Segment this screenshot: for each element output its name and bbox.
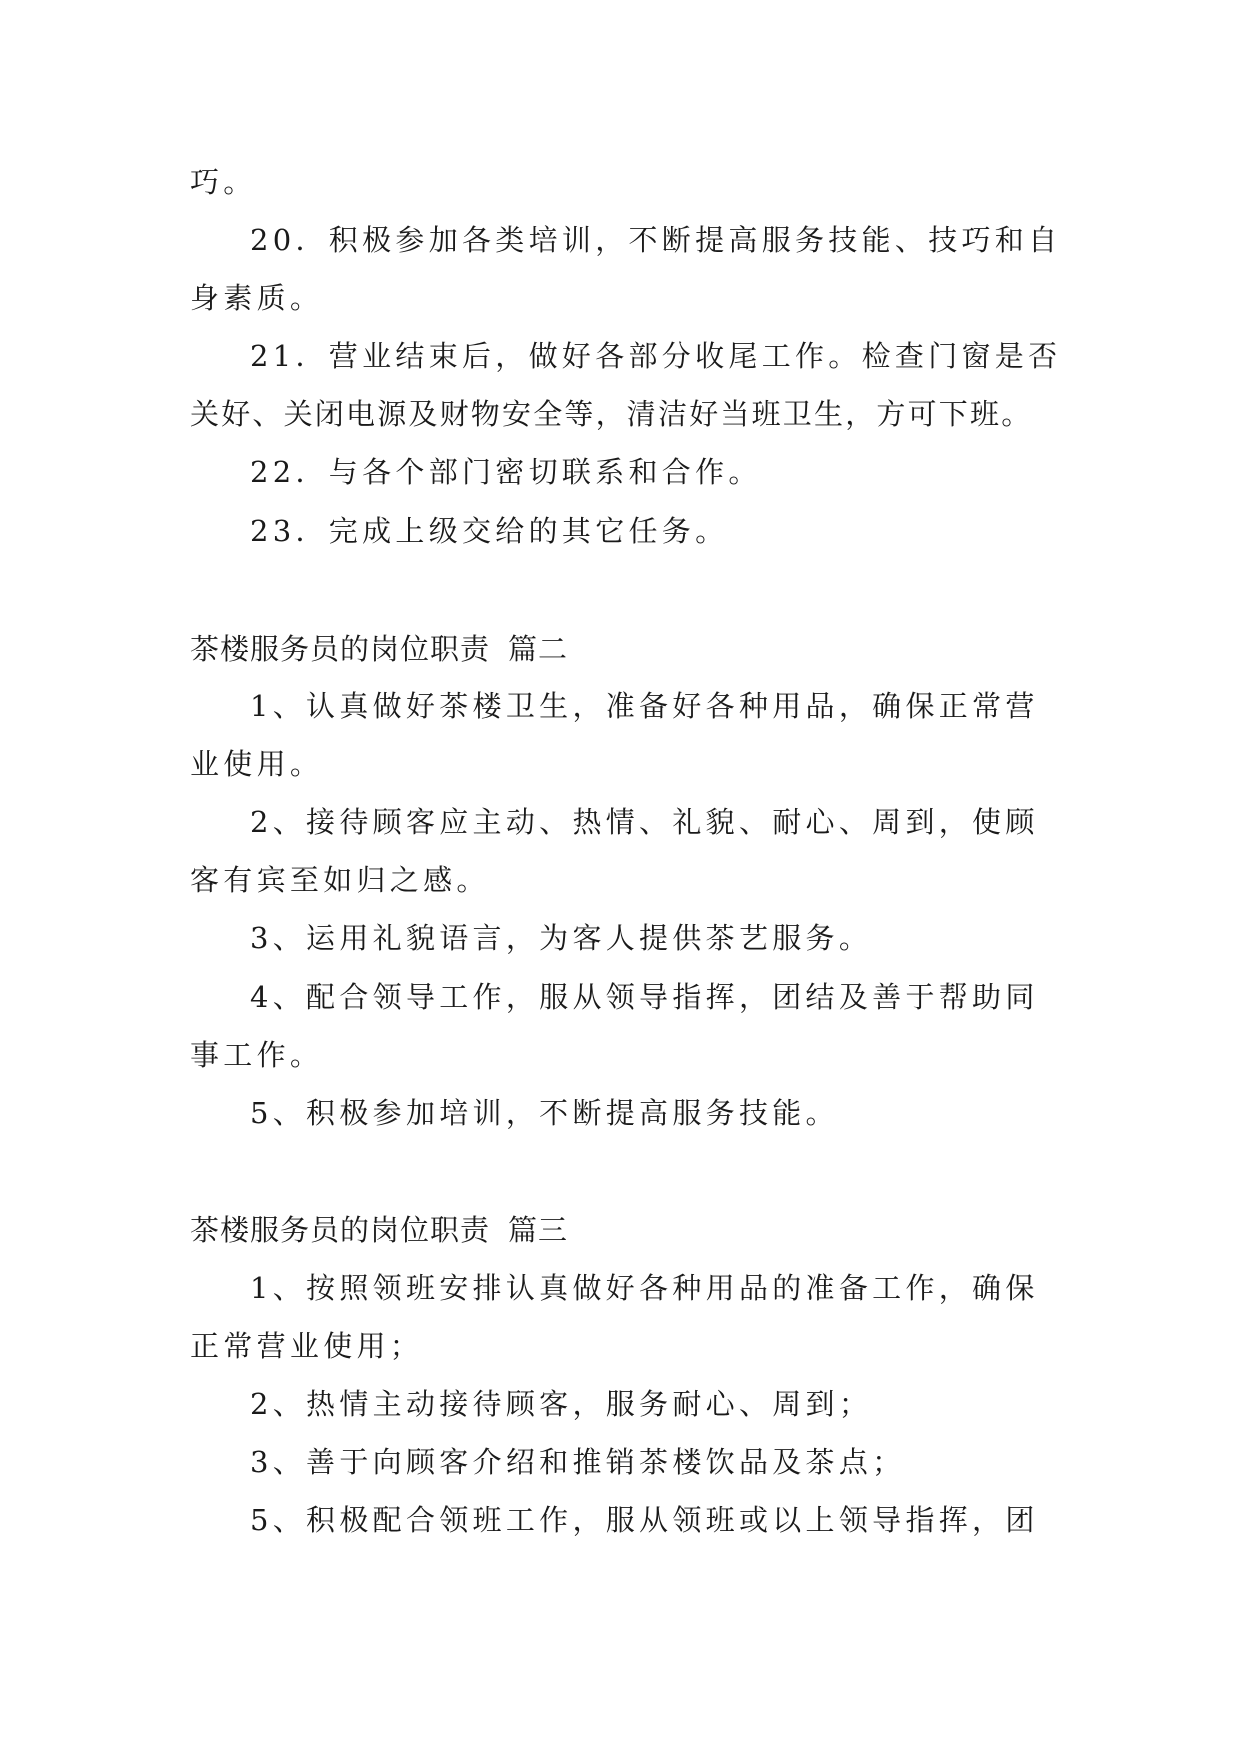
text-line: 身素质。 — [190, 281, 324, 315]
text-line: 21．营业结束后，做好各部分收尾工作。检查门窗是否 — [250, 339, 1062, 373]
text-line: 20．积极参加各类培训，不断提高服务技能、技巧和自 — [250, 223, 1062, 257]
text-line: 3、运用礼貌语言，为客人提供茶艺服务。 — [250, 921, 873, 955]
text-line: 4、配合领导工作，服从领导指挥，团结及善于帮助同 — [250, 980, 1039, 1014]
section-heading — [190, 1210, 1060, 1250]
text-line: 2、接待顾客应主动、热情、礼貌、耐心、周到，使顾 — [250, 805, 1039, 839]
text-line: 巧。 — [190, 165, 257, 199]
text-line: 3、善于向顾客介绍和推销茶楼饮品及茶点； — [250, 1445, 906, 1479]
text-line: 1、按照领班安排认真做好各种用品的准备工作，确保 — [250, 1271, 1039, 1305]
text-line: 22．与各个部门密切联系和合作。 — [250, 455, 762, 489]
text-line: 5、积极参加培训，不断提高服务技能。 — [250, 1096, 839, 1130]
text-line: 2、热情主动接待顾客，服务耐心、周到； — [250, 1387, 873, 1421]
text-line: 事工作。 — [190, 1038, 324, 1072]
text-line: 关好、关闭电源及财物安全等，清洁好当班卫生，方可下班。 — [190, 397, 1033, 431]
text-line: 23．完成上级交给的其它任务。 — [250, 514, 729, 548]
text-line: 正常营业使用； — [190, 1329, 424, 1363]
text-line: 5、积极配合领班工作，服从领班或以上领导指挥，团 — [250, 1503, 1039, 1537]
text-line: 客有宾至如归之感。 — [190, 863, 490, 897]
section-title: 茶楼服务员的岗位职责 — [190, 1213, 491, 1247]
text-line: 业使用。 — [190, 747, 324, 781]
section-heading — [190, 629, 1060, 669]
section-title: 茶楼服务员的岗位职责 — [190, 632, 491, 666]
section-label: 篇三 — [508, 1213, 569, 1247]
text-line: 1、认真做好茶楼卫生，准备好各种用品，确保正常营 — [250, 689, 1039, 723]
section-label: 篇二 — [508, 632, 569, 666]
